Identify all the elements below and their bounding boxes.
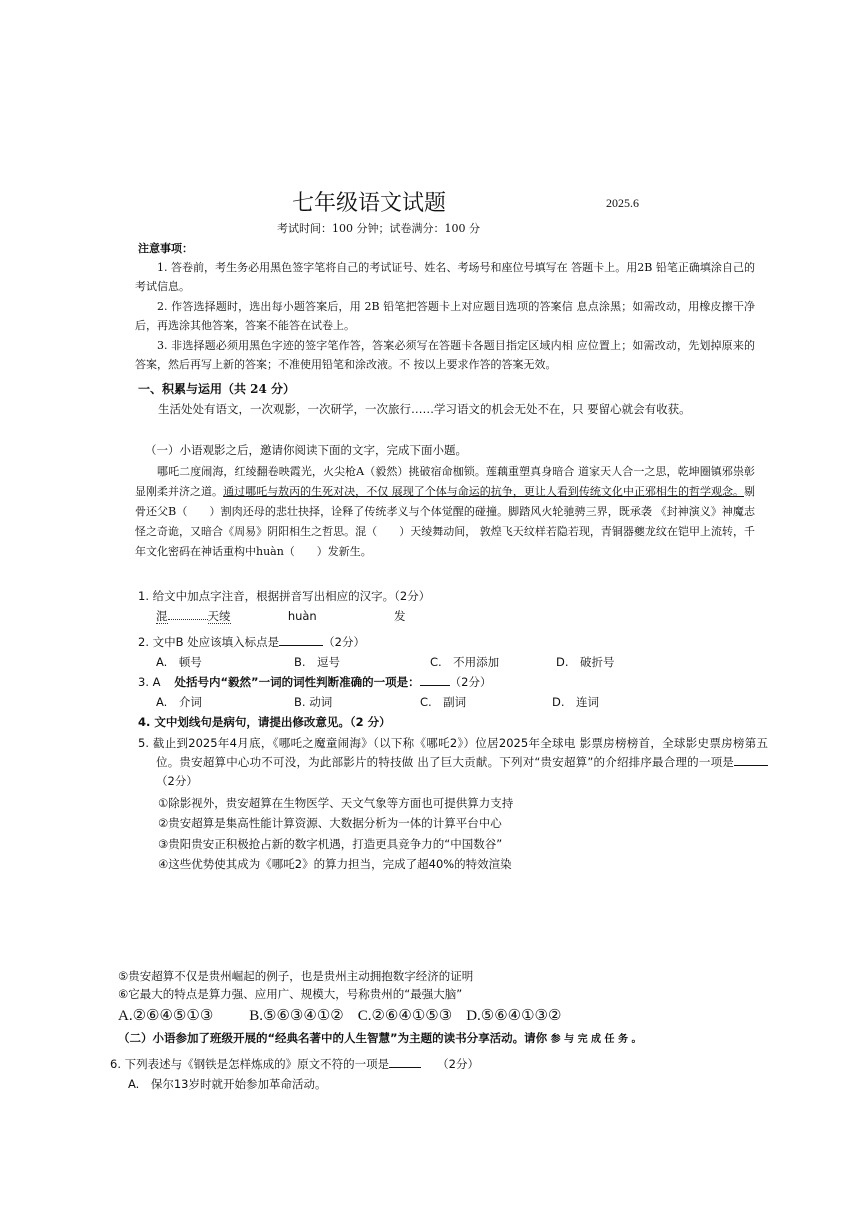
q5-option-d: D.⑤⑥④①③② [466,1008,562,1024]
q2-option-c: C. 不用添加 [430,655,500,669]
subsection-1-title: （一）小语观影之后，邀请你阅读下面的文字，完成下面小题。 [145,443,467,457]
q2-answer-blank[interactable] [279,645,323,646]
q3-option-a: A. 介词 [156,695,202,709]
q2-option-b: B. 逗号 [294,655,341,669]
q5-text: 5. 截止到2025年4月底，《哪吒之魔童闹海》（以下称《哪吒2》）位居2025年全球电 影票房榜榜首，全球影史票房榜第五位。贵安超算中心功不可没，为此部影片的特技做 出了巨大贡献。下列对“贵安超算”的介绍排序最合理的一项是（2分） [138,736,768,788]
exam-title: 七年级语文试题 [292,191,447,216]
passage-part-b: 剔骨还父B（ ）割肉还母的悲壮抉择，诠释了传统孝义与个体觉醒的碰撞。脚踏风火轮驰骋三界，既承袭 《封神演义》神魔志怪之奇诡，又暗合《周易》阴阳相生之哲思。混（ ）天绫舞动间， 敦煌飞天纹样若隐若现，青铜器夔龙纹在铠甲上流转，千年文化密码在神话重构中huàn（ ）发新生。 [135,485,755,558]
notice-item-2: 2. 作答选择题时，选出每小题答案后，用 2B 铅笔把答题卡上对应题目选项的答案信 息点涂黑；如需改动，用橡皮擦干净后，再选涂其他答案，答案不能答在试卷上。 [135,300,755,332]
q5-item-2: ②贵安超算是集高性能计算资源、大数据分析为一体的计算平台中心 [158,816,502,830]
q5-item-4: ④这些优势使其成为《哪吒2》的算力担当，完成了超40%的特效渲染 [158,857,512,871]
q6-answer-blank[interactable] [389,1067,421,1068]
q5-option-b: B.⑤⑥③④①② [249,1008,344,1024]
notice-item-1: 1. 答卷前，考生务必用黑色签字笔将自己的考试证号、姓名、考场号和座位号填写在 答题卡上。用2B 铅笔正确填涂自己的考试信息。 [135,261,755,293]
q2-option-d: D. 破折号 [556,655,615,669]
q5-item-5: ⑤贵安超算不仅是贵州崛起的例子，也是贵州主动拥抱数字经济的证明 [118,969,474,983]
section-1-title: 一、积累与运用（共 24 分） [138,382,296,396]
q5-option-a: A.②⑥④⑤①③ [118,1008,214,1024]
passage-underlined-sentence: 通过哪吒与敖丙的生死对决，不仅 展现了个体与命运的抗争，更让人看到传统文化中正邪相生的哲学观念。 [223,485,744,498]
subsection-2-title: （二）小语参加了班级开展的“经典名著中的人生智慧”为主题的读书分享活动。请你 参 与 完 成 任 务 。 [118,1031,642,1045]
q4-text: 4. 文中划线句是病句，请提出修改意见。（2 分） [138,715,391,729]
q5-answer-blank[interactable] [734,765,768,766]
q1-text: 1. 给文中加点字注音，根据拼音写出相应的汉字。（2分） [138,589,431,603]
passage-part-a: 哪吒二度闹海，红绫翻卷映霞光，火尖枪A（毅然）挑破宿命枷锁。莲藕重塑真身暗合 道家天人合一之思，乾坤圈镇邪祟彰显刚柔并济之道。 [135,465,755,498]
q5-options [118,1006,561,1025]
exam-meta: 考试时间：100 分钟；试卷满分：100 分 [277,222,480,235]
q5-item-1: ①除影视外，贵安超算在生物医学、天文气象等方面也可提供算力支持 [158,796,514,810]
q3-option-b: B. 动词 [294,695,333,709]
notice-heading: 注意事项： [138,242,193,255]
q1-word-2: 天绫 [207,609,231,623]
q5-item-6: ⑥它最大的特点是算力强、应用广、规模大，号称贵州的“最强大脑” [118,987,463,1001]
q3-option-c: C. 副词 [420,695,467,709]
notice-item-3: 3. 非选择题必须用黑色字迹的签字笔作答，答案必须写在答题卡各题目指定区域内相 应位置上；如需改动，先划掉原来的答案，然后再写上新的答案；不准使用铅笔和涂改液。不 按以上要求作答的答案无效。 [135,339,755,371]
q5-item-3: ③贵阳贵安正积极抢占新的数字机遇，打造更具竞争力的“中国数谷” [158,837,503,851]
section-1-intro: 生活处处有语文，一次观影，一次研学，一次旅行……学习语文的机会无处不在，只 要留心就会有收获。 [158,402,691,416]
q1-words [156,608,406,624]
q3-answer-blank[interactable] [420,685,450,686]
q1-word-4: 发 [394,609,406,623]
q1-word-1: 混 [156,609,168,623]
q1-word-3: huàn [287,609,317,623]
q2-option-a: A. 顿号 [156,655,202,669]
q5-option-c: C.②⑥④①⑤③ [357,1008,453,1024]
q3-option-d: D. 连词 [552,695,600,709]
q3-text: 3. A 处括号内“毅然”一词的词性判断准确的一项是： （2分） [138,675,492,689]
exam-date: 2025.6 [606,196,639,210]
q6-text: 6. 下列表述与《钢铁是怎样炼成的》原文不符的一项是 （2分） [110,1057,479,1071]
q6-option-a: A. 保尔13岁时就开始参加革命活动。 [128,1077,327,1091]
reading-passage [135,462,755,562]
q2-text: 2. 文中B 处应该填入标点是 （2分） [138,635,365,649]
